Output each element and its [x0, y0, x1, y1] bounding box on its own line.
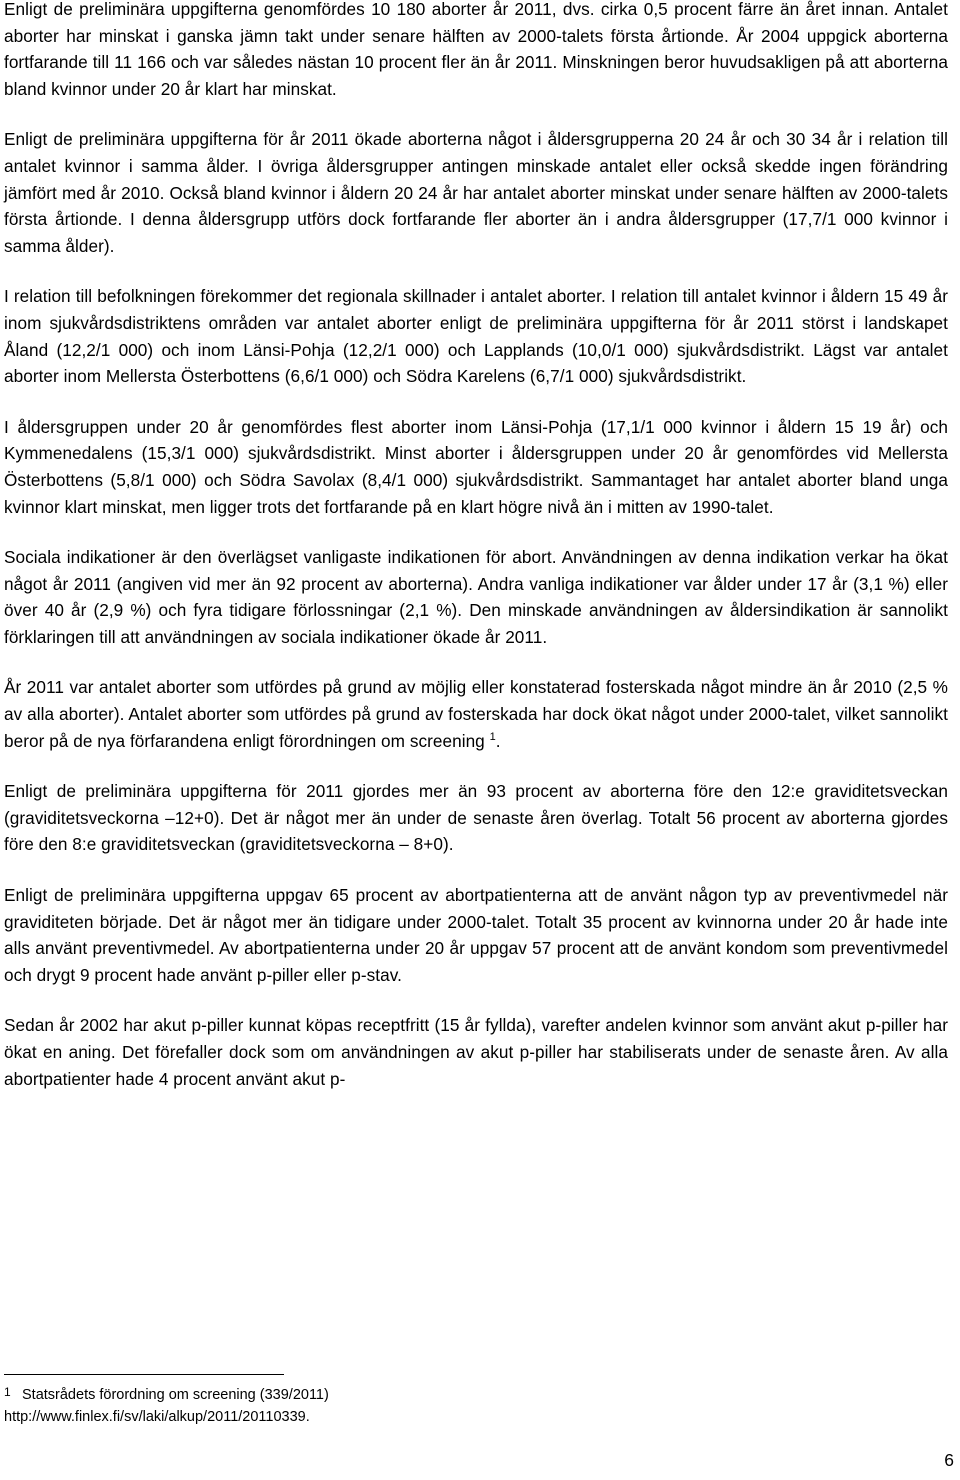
- footnote-number: 1: [4, 1385, 11, 1399]
- footnote-reference-tail: .: [495, 730, 501, 751]
- body-text: [4, 0, 948, 1116]
- footnote-link[interactable]: http://www.finlex.fi/sv/laki/alkup/2011/20110339.: [4, 1409, 310, 1425]
- footnote-divider: [4, 1374, 284, 1375]
- page-number: 6: [944, 1450, 954, 1470]
- fetal-damage-text: År 2011 var antalet aborter som utfördes på grund av möjlig eller konstaterad fosterskada något mindre än år 2010 (2,5 % av alla aborter). Antalet aborter som utfördes på grund av fosterskada har dock ökat något under 2000-talet, vilket sannolikt beror på de nya förfarandena enligt förordningen om screening: [4, 677, 948, 751]
- footnote-reference[interactable]: 1: [489, 730, 496, 743]
- footnote: [4, 1381, 904, 1428]
- paragraph-regional-differences: I relation till befolkningen förekommer det regionala skillnader i antalet aborter. I relation till antalet kvinnor i åldern 15 49 år inom sjukvårdsdistriktens områden var antalet aborter enligt de preliminära uppgifterna för år 2011 störst i landskapet Åland (12,2/1 000) och inom Länsi-Pohja (12,2/1 000) och Lapplands (10,0/1 000) sjukvårdsdistrikt. Lägst var antalet aborter inom Mellersta Österbottens (6,6/1 000) och Södra Karelens (6,7/1 000) sjukvårdsdistrikt.: [4, 286, 948, 387]
- paragraph-age-groups: Enligt de preliminära uppgifterna för år 2011 ökade aborterna något i åldersgrupperna 20 24 år och 30 34 år i relation till antalet kvinnor i samma ålder. I övriga åldersgrupper antingen minskade antalet eller också skedde ingen förändring jämfört med år 2010. Också bland kvinnor i åldern 20 24 år har antalet aborter minskat under senare hälften av 2000-talets första årtionde. I denna åldersgrupp utförs dock fortfarande fler aborter än i andra åldersgrupper (17,7/1 000 kvinnor i samma ålder).: [4, 129, 948, 256]
- paragraph-fetal-damage: [4, 674, 948, 754]
- paragraph-emergency-pill: Sedan år 2002 har akut p-piller kunnat köpas receptfritt (15 år fyllda), varefter andelen kvinnor som använt akut p-piller har ökat en aning. Det förefaller dock som om användningen av akut p-piller har stabiliserats under de senaste åren. Av alla abortpatienter hade 4 procent använt akut p-: [4, 1015, 948, 1089]
- paragraph-gestation-weeks: Enligt de preliminära uppgifterna för 2011 gjordes mer än 93 procent av aborterna före den 12:e graviditetsveckan (graviditetsveckorna –12+0). Det är något mer än under de senaste åren överlag. Totalt 56 procent av aborterna gjordes före den 8:e graviditetsveckan (graviditetsveckorna – 8+0).: [4, 781, 948, 855]
- paragraph-under-20: I åldersgruppen under 20 år genomfördes flest aborter inom Länsi-Pohja (17,1/1 000 kvinnor i åldern 15 19 år) och Kymmenedalens (15,3/1 000) sjukvårdsdistrikt. Minst aborter i åldersgruppen under 20 år genomfördes vid Mellersta Österbottens (5,8/1 000) och Södra Savolax (8,4/1 000) sjukvårdsdistrikt. Sammantaget har antalet aborter bland unga kvinnor klart minskat, men ligger trots det fortfarande på en klart högre nivå än i mitten av 1990-talet.: [4, 416, 948, 517]
- footnote-text: Statsrådets förordning om screening (339/2011): [22, 1387, 329, 1403]
- paragraph-indications: Sociala indikationer är den överlägset vanligaste indikationen för abort. Användningen av denna indikation verkar ha ökat något år 2011 (angiven vid mer än 92 procent av aborterna). Andra vanliga indikationer var ålder under 17 år (3,1 %) eller över 40 år (2,9 %) och fyra tidigare förlossningar (2,1 %). Den minskade användningen av åldersindikation är sannolikt förklaringen till att användningen av sociala indikationer ökade år 2011.: [4, 547, 948, 647]
- footnote-line-1: [4, 1381, 904, 1406]
- paragraph-contraception: Enligt de preliminära uppgifterna uppgav 65 procent av abortpatienterna att de använt någon typ av preventivmedel när graviditeten började. Det är något mer än tidigare under 2000-talet. Totalt 35 procent av kvinnorna under 20 år hade inte alls använt preventivmedel. Av abortpatienterna under 20 år uppgav 57 procent att de använt kondom som preventivmedel och drygt 9 procent hade använt p-piller eller p-stav.: [4, 885, 948, 985]
- paragraph-abortion-totals: Enligt de preliminära uppgifterna genomfördes 10 180 aborter år 2011, dvs. cirka 0,5 procent färre än året innan. Antalet aborter har minskat i ganska jämn takt under senare hälften av 2000-talets första årtionde. År 2004 uppgick aborterna fortfarande till 11 166 och var således nästan 10 procent fler än år 2011. Minskningen beror huvudsakligen på att aborterna bland kvinnor under 20 år klart har minskat.: [4, 0, 948, 99]
